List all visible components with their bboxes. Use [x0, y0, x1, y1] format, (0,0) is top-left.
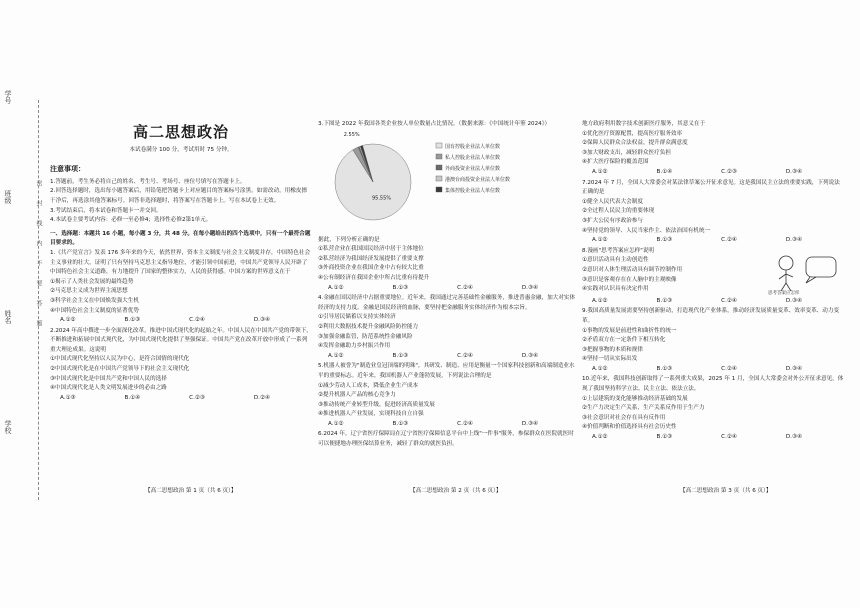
question-stem: 地方政府利用数字技术创新医疗服务，其意义在于 [582, 121, 706, 127]
option: D.③④ [785, 434, 802, 441]
statement: ③把握事物的本质和规律 [582, 346, 643, 353]
pie-data-label: 95.55% [371, 195, 392, 202]
column-2 [318, 120, 576, 475]
question-stem: 2.2024 年高中撰进一步全面深化改革，推进中国式现代化的起始之年。中国人民在中国共产党的带领下，不断推进和拓展中国式现代化，为中国式现代化提供了坚强保证。中国共产党在改革开放中形成了一系列重大理论成果。这说明 [50, 327, 312, 353]
question-after: 据此，下列分析正确的是 [318, 236, 380, 243]
statement: ②马克思主义成为世界主流思想 [50, 288, 128, 295]
fold-char: 线 [35, 220, 42, 226]
statement: ①私营企业在我国国民经济中居于主体地位 [318, 246, 424, 253]
option: C.②④ [721, 237, 737, 244]
option: B.①③ [392, 420, 409, 427]
fold-char: 内 [35, 240, 42, 246]
statement: ①揭示了人类社会发展的最终趋势 [50, 278, 134, 285]
statement: ③社会意识对社会存在具有反作用 [582, 414, 666, 421]
fold-char: 要 [35, 280, 42, 286]
cartoon-illustration [766, 249, 844, 295]
page-footer: 【高二思想政治 第 2 页（共 6 页）】 [410, 488, 502, 494]
statement: ④中国式现代化是人类文明发展进步的必由之路 [50, 385, 167, 392]
statement: ④价值判断和价值选择具有社会历史性 [582, 424, 677, 431]
statement: ②全过程人民民主的重要体现 [582, 208, 655, 215]
option: A.①② [592, 237, 608, 244]
option: C.②④ [721, 434, 737, 441]
legend-swatch [436, 187, 442, 192]
option: A.①② [60, 317, 76, 324]
legend-label: 外商投资企业法人单位数 [445, 165, 501, 172]
statement: ①事物的发展是前进性和曲折性的统一 [582, 327, 677, 334]
option: C.②④ [457, 420, 473, 427]
statement: ④公有制经济在我国企业中所占比重有待提升 [318, 274, 430, 281]
option: B.①③ [656, 297, 673, 304]
statement: ④发挥金融助力乡村振兴作用 [318, 343, 391, 350]
fold-char: 密 [35, 180, 42, 186]
answer-options [328, 352, 538, 362]
fold-char: 不 [35, 260, 42, 266]
pie-data-label: 2.55% [343, 131, 360, 138]
column-1 [50, 120, 312, 475]
option: A.①② [328, 420, 344, 427]
pie-data-label [348, 132, 364, 133]
statement: ②私营经济为我国经济发展提供了重要支撑 [318, 255, 424, 262]
statement: ②提升机器人产品的核心竞争力 [318, 392, 396, 399]
statement: ④推进机器人产业发展，实现科技自立自强 [318, 411, 424, 418]
question-stem: 1.《共产党宣言》发表 176 多年来的今天，依然世界，资本主义制度与社会主义制度并存，中国特色社会主义事业的壮大，证明了只有坚持马克思主义指导地位，才能引领中国前进，中国共产党领导人民开辟了中国特色社会主义道路，有力地提升了国家的整体实力，人民的获得感。中国方案的世界意义在于 [50, 249, 311, 276]
option: D.③④ [785, 237, 802, 244]
option: D.③④ [521, 352, 538, 359]
pie-chart [318, 132, 568, 232]
page-footer: 【高二思想政治 第 3 页（共 6 页）】 [680, 488, 772, 494]
option: C.②④ [721, 365, 737, 372]
binding-label: 班级 [4, 190, 12, 204]
statement: ④坚持党的领导、人民当家作主、依法治国有机统一 [582, 227, 711, 234]
fold-char: 答 [35, 300, 42, 306]
question-stem: 3.下图是 2022 年我国各类企业按人单位数量占比情况。（数据来源：《中国统计年鉴 2024》） [318, 121, 551, 127]
option: B.①③ [124, 317, 141, 324]
question-stem: 8.漫画"思考答案应怎样"说明 [582, 247, 655, 254]
statement: ①意识活动具有主动创造性 [582, 257, 649, 264]
legend-swatch [436, 143, 442, 148]
note-item: 2.回答选择题时，选出每小题答案后，用铅笔把答题卡上对应题目的答案标号涂黑。如需改动，用橡皮擦干净后，再选涂其他答案标号。回答非选择题时，将答案写在答题卡上。写在本试卷上无效。 [50, 188, 308, 204]
statement: ④实践对认识具有决定作用 [582, 286, 649, 293]
statement: ①上层建筑的变化能够推动经济基础的发展 [582, 395, 688, 402]
option: A.①② [592, 434, 608, 441]
legend-label: 国有控股企业法人单位数 [445, 143, 501, 150]
legend-swatch [436, 165, 442, 170]
legend-swatch [436, 154, 442, 159]
statement: ③加大财政支出，减轻群众医疗负担 [582, 149, 671, 156]
question-stem: 4.金融在国民经济中占据重要地位。近年来，我国通过完善基础性金融服务，推进普惠金融，加大对实体经济的支持力度。金融是国民经济的血脉，要坚持把金融服务实体经济作为根本宗旨。 [318, 295, 576, 311]
statement: ②利用大数据技术提升金融风险防控能力 [318, 323, 419, 330]
fold-char: 封 [35, 200, 42, 206]
statement: ③意识是客观存在在人脑中的主观映像 [582, 276, 677, 283]
column-3 [582, 120, 844, 475]
section-heading: 一、选择题：本题共 16 小题，每小题 3 分，共 48 分。在每小题给出的四个选项中，只有一个最符合题目要求的。 [50, 230, 311, 247]
statement: ③推动传统产业转型升级，促进经济高质量发展 [318, 401, 435, 408]
option: D.③④ [521, 284, 538, 291]
option: C.②③ [721, 168, 737, 175]
statement: ②矛盾双方在一定条件下相互转化 [582, 337, 666, 344]
answer-options [592, 365, 802, 375]
option: C.②③ [189, 394, 205, 401]
option: A.①② [592, 168, 608, 175]
fold-char: 题 [35, 320, 42, 326]
option: D.③④ [785, 297, 802, 304]
statement: ④扩大医疗保险的覆盖范围 [582, 159, 649, 166]
exam-meta: 本试卷满分 100 分，考试用时 75 分钟。 [129, 146, 233, 153]
statement: ③外商投资企业在我国企业中占有较大比重 [318, 265, 424, 272]
question-stem: 9.我国高质量发展需要坚持创新驱动，打造现代化产业体系，推动经济发展质量变革、效率变革、动力变革。 [582, 308, 840, 324]
binding-label: 学校 [4, 420, 12, 434]
question-stem: 6.2024 年，辽宁省医疗保障局在辽宁省医疗保障信息平台中上线"一件事"服务，参保群众在医院就医时可以便捷地办理医保结算业务，减轻了群众的就医负担。 [318, 431, 574, 448]
statement: ②意识对人体生理活动具有调节控制作用 [582, 266, 683, 273]
answer-options [60, 394, 270, 404]
answer-options [592, 168, 802, 178]
option: B.①③ [656, 365, 673, 372]
option: A.①③ [60, 394, 76, 401]
answer-options [328, 284, 538, 294]
answer-options [328, 420, 538, 430]
option: A.①② [592, 365, 608, 372]
binding-label: 学号 [4, 90, 12, 104]
legend-label: 港澳台商投资企业法人单位数 [445, 176, 511, 183]
legend-label: 集体控股企业法人单位数 [445, 187, 501, 194]
statement: ③科学社会主义在中国焕发强大生机 [50, 297, 139, 304]
note-item: 1.答题前，考生务必将自己的姓名、考生号、考场号、座位号填写在答题卡上。 [50, 178, 246, 185]
answer-options [592, 433, 802, 443]
page-title: 高二思想政治 [132, 123, 229, 141]
question-stem: 7.2024 年 7 月，全国人大常委会对某法律草案公开征求意见。这是我国民主立法的重要实践，下列说法正确的是 [582, 179, 840, 196]
option: D.②④ [253, 394, 270, 401]
answer-options [592, 297, 802, 307]
statement: ②中国式现代化是在中国共产党领导下的社会主义现代化 [50, 366, 190, 373]
question-stem: 5.机器人被誉为"制造业皇冠顶端的明珠"，其研发、制造、应用是衡量一个国家科技创新和高端制造业水平的重要标志。近年来，我国机器人产业蓬勃发展，下列说法合理的是 [318, 363, 575, 379]
option: C.②④ [189, 317, 205, 324]
option: B.①③ [392, 352, 409, 359]
option: D.③④ [785, 365, 802, 372]
cartoon-caption: 思考答案应怎样 [768, 290, 800, 295]
statement: ②生产力决定生产关系，生产关系反作用于生产力 [582, 405, 705, 412]
option: A.①② [328, 284, 344, 291]
answer-options [592, 236, 802, 246]
answer-options [60, 316, 270, 326]
statement: ①健全人民代表大会制度 [582, 198, 643, 205]
statement: ②保障人民群众合法权益，提升群众满意度 [582, 140, 688, 147]
statement: ④中国特色社会主义制度的显著优势 [50, 307, 139, 314]
option: B.①③ [656, 434, 673, 441]
option: D.③④ [521, 420, 538, 427]
statement: ③加强金融监管，防范系统性金融风险 [318, 333, 413, 340]
option: D.③④ [785, 168, 802, 175]
notes-heading: 注意事项： [50, 165, 85, 174]
legend-swatch [436, 176, 442, 181]
statement: ③中国式现代化是中国共产党和中国人民的选择 [50, 375, 167, 382]
pie-chart-svg [318, 132, 568, 232]
statement: ①减少劳动人工成本，降低企业生产成本 [318, 382, 419, 389]
option: D.③④ [253, 317, 270, 324]
option: A.①② [592, 297, 608, 304]
option: C.②④ [721, 297, 737, 304]
option: B.①③ [392, 284, 409, 291]
statement: ①中国式现代化坚持以人民为中心，是符合国情的现代化 [50, 356, 190, 363]
binding-label: 姓名 [4, 310, 12, 324]
option: B.①④ [656, 168, 673, 175]
page-footer: 【高二思想政治 第 1 页（共 6 页）】 [145, 488, 237, 494]
option: B.①③ [656, 237, 673, 244]
statement: ④坚持一切从实际出发 [582, 356, 638, 363]
note-item: 4.本试卷主要考试内容：必修一至必修4；选择性必修2第1单元。 [50, 217, 212, 224]
option: C.②④ [457, 284, 473, 291]
option: B.①④ [124, 394, 141, 401]
statement: ①引导居民储蓄以支持实体经济 [318, 314, 396, 321]
question-stem: 10.近年来，我国科技创新取得了一系列重大成果，2025 年 1 月，全国人大常委会对外公开征求意见，体现了我国坚持科学立法、民主立法、依法立法。 [582, 376, 844, 393]
statement: ③扩大公民有序政治参与 [582, 217, 643, 224]
note-item: 3.考试结束后，将本试卷和答题卡一并交回。 [50, 207, 162, 214]
statement: ①优化医疗资源配置，提高医疗服务效率 [582, 130, 683, 137]
legend-label: 私人控股企业法人单位数 [445, 154, 501, 161]
option: A.①② [328, 352, 344, 359]
binding-strip [0, 90, 24, 510]
option: C.②④ [457, 352, 473, 359]
